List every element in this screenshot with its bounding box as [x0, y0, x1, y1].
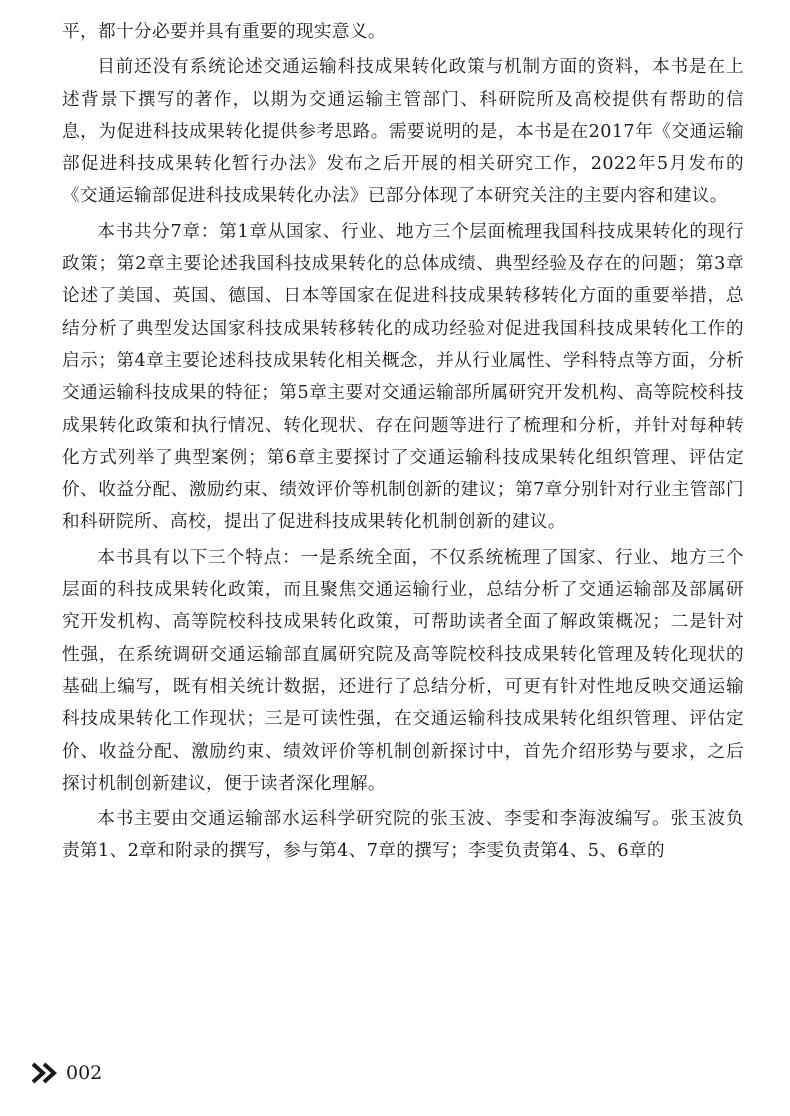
page-footer: [30, 1060, 102, 1086]
body-text: [62, 16, 744, 868]
paragraph-authors: 本书主要由交通运输部水运科学研究院的张玉波、李雯和李海波编写。张玉波负责第1、2章和附录的撰写，参与第4、7章的撰写；李雯负责第4、5、6章的: [62, 809, 744, 862]
double-chevron-right-icon: [30, 1060, 60, 1086]
paragraph-chapters: 本书共分7章：第1章从国家、行业、地方三个层面梳理我国科技成果转化的现行政策；第2章主要论述我国科技成果转化的总体成绩、典型经验及存在的问题；第3章论述了美国、英国、德国、日本等国家在促进科技成果转移转化方面的重要举措，总结分析了典型发达国家科技成果转移转化的成功经验对促进我国科技成果转化工作的启示；第4章主要论述科技成果转化相关概念，并从行业属性、学科特点等方面，分析交通运输科技成果的特征；第5章主要对交通运输部所属研究开发机构、高等院校科技成果转化政策和执行情况、转化现状、存在问题等进行了梳理和分析，并针对每种转化方式列举了典型案例；第6章主要探讨了交通运输科技成果转化组织管理、评估定价、收益分配、激励约束、绩效评价等机制创新的建议；第7章分别针对行业主管部门和科研院所、高校，提出了促进科技成果转化机制创新的建议。: [62, 221, 744, 533]
paragraph-features: 本书具有以下三个特点：一是系统全面，不仅系统梳理了国家、行业、地方三个层面的科技成果转化政策，而且聚焦交通运输行业，总结分析了交通运输部及部属研究开发机构、高等院校科技成果转化政策，可帮助读者全面了解政策概况；二是针对性强，在系统调研交通运输部直属研究院及高等院校科技成果转化管理及转化现状的基础上编写，既有相关统计数据，还进行了总结分析，可更有针对性地反映交通运输科技成果转化工作现状；三是可读性强，在交通运输科技成果转化组织管理、评估定价、收益分配、激励约束、绩效评价等机制创新探讨中，首先介绍形势与要求，之后探讨机制创新建议，便于读者深化理解。: [62, 547, 744, 794]
paragraph-continuation: 平，都十分必要并具有重要的现实意义。: [62, 22, 386, 42]
paragraph-background: 目前还没有系统论述交通运输科技成果转化政策与机制方面的资料，本书是在上述背景下撰写的著作，以期为交通运输主管部门、科研院所及高校提供有帮助的信息，为促进科技成果转化提供参考思路。需要说明的是，本书是在2017年《交通运输部促进科技成果转化暂行办法》发布之后开展的相关研究工作，2022年5月发布的《交通运输部促进科技成果转化办法》已部分体现了本研究关注的主要内容和建议。: [62, 57, 744, 207]
page-number: 002: [66, 1062, 103, 1084]
